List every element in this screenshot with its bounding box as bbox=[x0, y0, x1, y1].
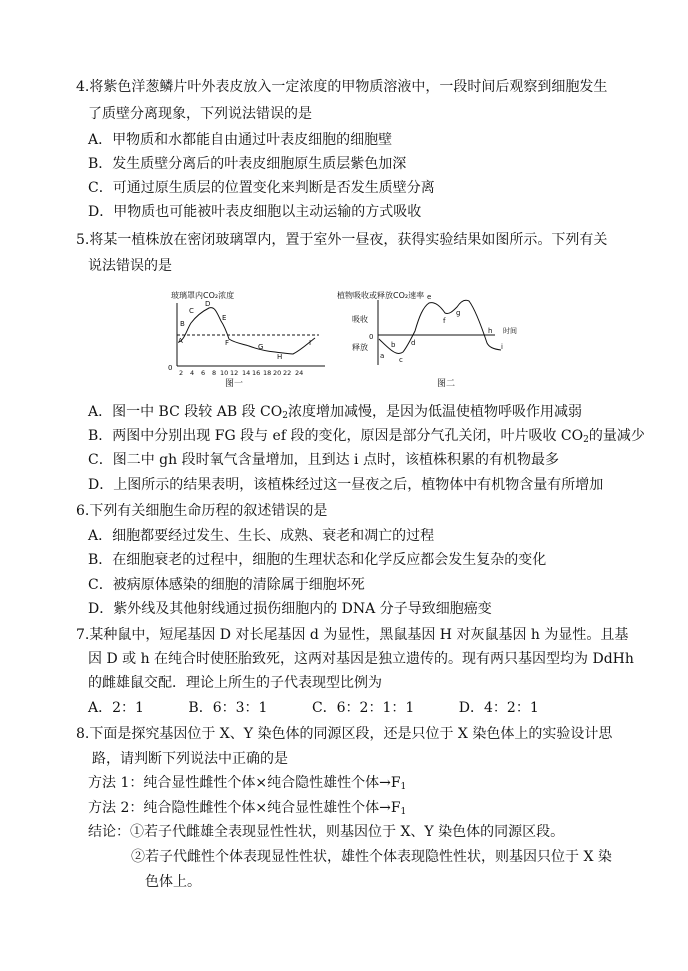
fig1-tick-16: 16 bbox=[252, 369, 261, 377]
q7-options: A．2：1 B．6：3：1 C．6：2：1：1 D．4：2：1 bbox=[88, 700, 539, 716]
q8-conclusion-2-line-1: ②若子代雌性个体表现显性性状，雄性个体表现隐性性状，则基因只位于 X 染 bbox=[131, 849, 612, 865]
q4-stem-line-1: 4.将紫色洋葱鳞片叶外表皮放入一定浓度的甲物质溶液中，一段时间后观察到细胞发生 bbox=[76, 79, 608, 95]
q5-option-a: A．图一中 BC 段较 AB 段 $CO_2$浓度增加减慢，是因为低温使植物呼吸作用减弱 bbox=[88, 404, 582, 421]
q4-option-a: A．甲物质和水都能自由通过叶表皮细胞的细胞壁 bbox=[88, 132, 393, 148]
fig2-curve bbox=[379, 300, 501, 353]
q4-option-d: D．甲物质也可能被叶表皮细胞以主动运输的方式吸收 bbox=[88, 204, 422, 220]
fig1-caption: 图一 bbox=[225, 379, 244, 389]
q8-conclusion-2-line-2: 色体上。 bbox=[145, 874, 201, 890]
q6-option-c: C．被病原体感染的细胞的清除属于细胞坏死 bbox=[88, 577, 365, 593]
fig2-caption: 图二 bbox=[437, 379, 456, 389]
q4-stem-line-2: 了质壁分离现象，下列说法错误的是 bbox=[88, 106, 312, 122]
fig2-label-c: c bbox=[399, 356, 403, 364]
fig1-label-f: F bbox=[225, 339, 230, 347]
fig2-zero-label: 0 bbox=[369, 333, 374, 341]
fig2-label-d: d bbox=[411, 339, 416, 347]
fig2-time-label: 时间 bbox=[503, 327, 517, 335]
fig1-label-b: B bbox=[180, 320, 185, 328]
fig1-tick-22: 22 bbox=[283, 369, 292, 377]
fig1-tick-24: 24 bbox=[295, 369, 304, 377]
fig2-release-label: 释放 bbox=[352, 343, 368, 352]
q8-stem-line-1: 8.下面是探究基因位于 X、Y 染色体的同源区段，还是只位于 X 染色体上的实验设计思 bbox=[76, 726, 613, 742]
fig2-label-b: b bbox=[391, 341, 396, 349]
q5-stem-line-2: 说法错误的是 bbox=[88, 258, 172, 274]
fig1-label-e: E bbox=[222, 314, 227, 322]
q8-stem-line-2: 路，请判断下列说法中正确的是 bbox=[92, 751, 288, 767]
q6-option-a: A．细胞都要经过发生、生长、成熟、衰老和凋亡的过程 bbox=[88, 528, 435, 544]
fig1-label-a: A bbox=[178, 337, 183, 345]
fig1-tick-6: 6 bbox=[201, 369, 206, 377]
fig2-absorb-label: 吸收 bbox=[352, 315, 368, 324]
fig2-label-h: h bbox=[488, 327, 493, 335]
fig1-tick-10: 10 bbox=[220, 369, 229, 377]
q7-stem-line-1: 7.某种鼠中，短尾基因 D 对长尾基因 d 为显性，黑鼠基因 H 对灰鼠基因 h 为显性。且基 bbox=[76, 627, 629, 643]
fig1-tick-4: 4 bbox=[190, 369, 195, 377]
q5-option-b: B．两图中分别出现 FG 段与 ef 段的变化，原因是部分气孔关闭，叶片吸收 $CO_2$的量减少 bbox=[88, 428, 645, 445]
q6-option-d: D．紫外线及其他射线通过损伤细胞内的 DNA 分子导致细胞癌变 bbox=[88, 601, 492, 617]
q7-stem-line-2: 因 D 或 h 在纯合时使胚胎致死，这两对基因是独立遗传的。现有两只基因型均为 DdHh bbox=[88, 651, 634, 667]
fig1-tick-20: 20 bbox=[273, 369, 282, 377]
fig1-label-g: G bbox=[258, 343, 264, 351]
fig1-label-i: I bbox=[309, 339, 312, 347]
fig2-label-e: e bbox=[427, 293, 432, 301]
fig1-tick-2: 2 bbox=[179, 369, 184, 377]
q6-stem: 6.下列有关细胞生命历程的叙述错误的是 bbox=[76, 503, 328, 519]
q8-conclusion-1: 结论：①若子代雌雄全表现显性性状，则基因位于 X、Y 染色体的同源区段。 bbox=[88, 824, 565, 840]
q4-option-c: C．可通过原生质层的位置变化来判断是否发生质壁分离 bbox=[88, 180, 435, 196]
q7-stem-line-3: 的雌雄鼠交配．理论上所生的子代表现型比例为 bbox=[88, 675, 382, 691]
fig1-tick-8: 8 bbox=[212, 369, 217, 377]
fig1-label-h: H bbox=[277, 353, 283, 361]
fig1-curve bbox=[179, 308, 315, 354]
fig2-label-a: a bbox=[380, 352, 385, 360]
fig1-origin: 0 bbox=[168, 364, 173, 372]
fig1-label-c: C bbox=[189, 307, 194, 315]
q5-stem-line-1: 5.将某一植株放在密闭玻璃罩内，置于室外一昼夜，获得实验结果如图所示。下列有关 bbox=[76, 232, 608, 248]
fig1-tick-12: 12 bbox=[230, 369, 239, 377]
fig2-ylabel: 植物吸收或释放CO₂速率 bbox=[337, 291, 425, 300]
q8-method-1: 方法 1：纯合显性雌性个体×纯合隐性雄性个体$\to F_1$ bbox=[88, 775, 407, 792]
q5-option-c: C．图二中 gh 段时氧气含量增加，且到达 i 点时，该植株积累的有机物最多 bbox=[88, 452, 559, 468]
q8-method-2: 方法 2：纯合隐性雌性个体×纯合显性雄性个体$\to F_1$ bbox=[88, 800, 407, 817]
figure-2 bbox=[335, 287, 530, 390]
fig2-label-f: f bbox=[443, 317, 446, 325]
fig1-tick-18: 18 bbox=[263, 369, 272, 377]
fig1-ylabel: 玻璃罩内CO₂浓度 bbox=[171, 291, 235, 300]
q4-option-b: B．发生质壁分离后的叶表皮细胞原生质层紫色加深 bbox=[88, 156, 407, 172]
fig2-label-g: g bbox=[456, 309, 461, 317]
q5-option-d: D．上图所示的结果表明，该植株经过这一昼夜之后，植物体中有机物含量有所增加 bbox=[88, 477, 604, 493]
fig2-label-i: i bbox=[501, 343, 503, 351]
q6-option-b: B．在细胞衰老的过程中，细胞的生理状态和化学反应都会发生复杂的变化 bbox=[88, 552, 547, 568]
fig1-label-d: D bbox=[205, 300, 211, 308]
figure-1 bbox=[165, 287, 330, 390]
fig1-tick-14: 14 bbox=[242, 369, 251, 377]
